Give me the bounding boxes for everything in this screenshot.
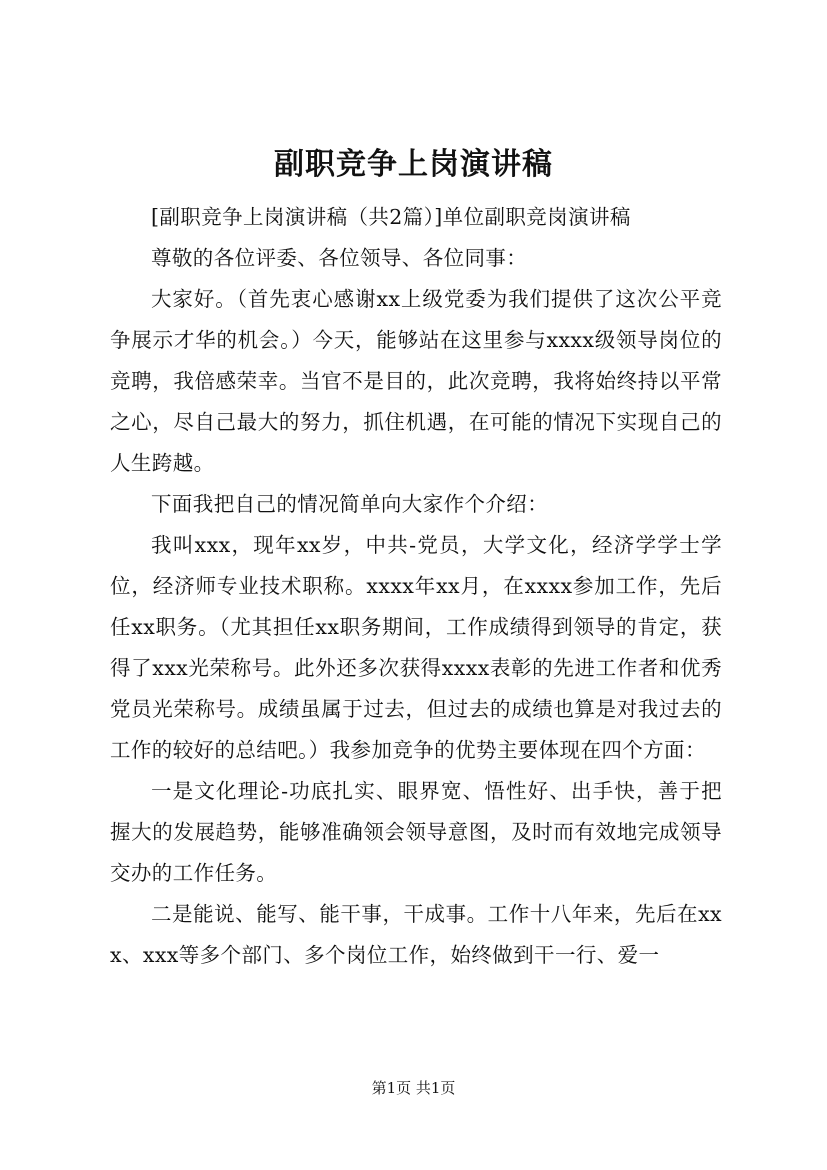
document-title: 副职竞争上岗演讲稿 (274, 147, 553, 182)
paragraph-background: 我叫xxx，现年xx岁，中共-党员，大学文化，经济学学士学位，经济师专业技术职称。xxxx年xx月，在xxxx参加工作，先后任xx职务。（尤其担任xx职务期间，工作成绩得到领导的肯定，获得了xxx光荣称号。此外还多次获得xxxx表彰的先进工作者和优秀党员光荣称号。成绩虽属于过去，但过去的成绩也算是对我过去的工作的较好的总结吧。）我参加竞争的优势主要体现在四个方面： (110, 533, 722, 762)
paragraph-greeting: 大家好。（首先衷心感谢xx上级党委为我们提供了这次公平竞争展示才华的机会。）今天，能够站在这里参与xxxx级领导岗位的竞聘，我倍感荣幸。当官不是目的，此次竞聘，我将始终持以平常之心，尽自己最大的努力，抓住机遇，在可能的情况下实现自己的人生跨越。 (110, 287, 722, 475)
paragraph-advantage-one: 一是文化理论-功底扎实、眼界宽、悟性好、出手快，善于把握大的发展趋势，能够准确领会领导意图，及时而有效地完成领导交办的工作任务。 (110, 779, 722, 885)
paragraph-intro: 下面我把自己的情况简单向大家作个介绍： (151, 492, 549, 516)
paragraph-salutation: 尊敬的各位评委、各位领导、各位同事： (151, 246, 528, 270)
document-body (110, 197, 722, 976)
paragraph-subtitle: [副职竞争上岗演讲稿（共2篇）]单位副职竞岗演讲稿 (151, 205, 631, 229)
page-number-footer: 第1页 共1页 (371, 1079, 456, 1097)
paragraph-advantage-two: 二是能说、能写、能干事，干成事。工作十八年来，先后在xxx、xxx等多个部门、多个岗位工作，始终做到干一行、爱一 (110, 902, 722, 967)
